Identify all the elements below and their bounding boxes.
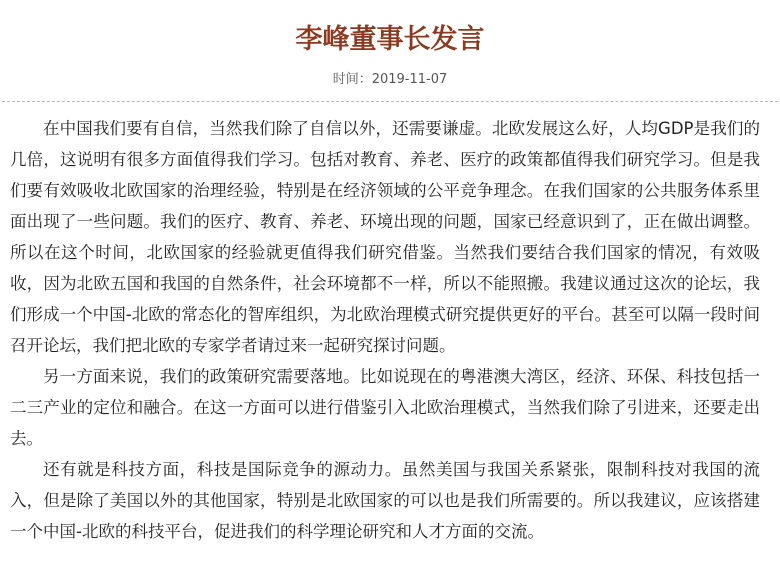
header-divider: [2, 101, 778, 102]
paragraph-2: 另一方面来说，我们的政策研究需要落地。比如说现在的粤港澳大湾区，经济、环保、科技包括一二三产业的定位和融合。在这一方面可以进行借鉴引入北欧治理模式，当然我们除了引进来，还要走出去。: [10, 367, 760, 448]
time-label: 时间：: [332, 72, 372, 87]
article-body: [10, 113, 760, 547]
paragraph-1: 在中国我们要有自信，当然我们除了自信以外，还需要谦虚。北欧发展这么好，人均GDP是我们的几倍，这说明有很多方面值得我们学习。包括对教育、养老、医疗的政策都值得我们研究学习。但是我们要有效吸收北欧国家的治理经验，特别是在经济领域的公平竞争理念。在我们国家的公共服务体系里面出现了一些问题。我们的医疗、教育、养老、环境出现的问题，国家已经意识到了，正在做出调整。所以在这个时间，北欧国家的经验就更值得我们研究借鉴。当然我们要结合我们国家的情况，有效吸收，因为北欧五国和我国的自然条件，社会环境都不一样，所以不能照搬。我建议通过这次的论坛，我们形成一个中国-北欧的常态化的智库组织，为北欧治理模式研究提供更好的平台。甚至可以隔一段时间召开论坛，我们把北欧的专家学者请过来一起研究探讨问题。: [10, 119, 760, 355]
article-title: 李峰董事长发言: [295, 24, 485, 55]
paragraph-3: 还有就是科技方面，科技是国际竞争的源动力。虽然美国与我国关系紧张，限制科技对我国的流入，但是除了美国以外的其他国家，特别是北欧国家的可以也是我们所需要的。所以我建议，应该搭建一个中国-北欧的科技平台，促进我们的科学理论研究和人才方面的交流。: [10, 460, 760, 541]
time-value: 2019-11-07: [371, 72, 448, 87]
publish-date: [0, 70, 780, 90]
